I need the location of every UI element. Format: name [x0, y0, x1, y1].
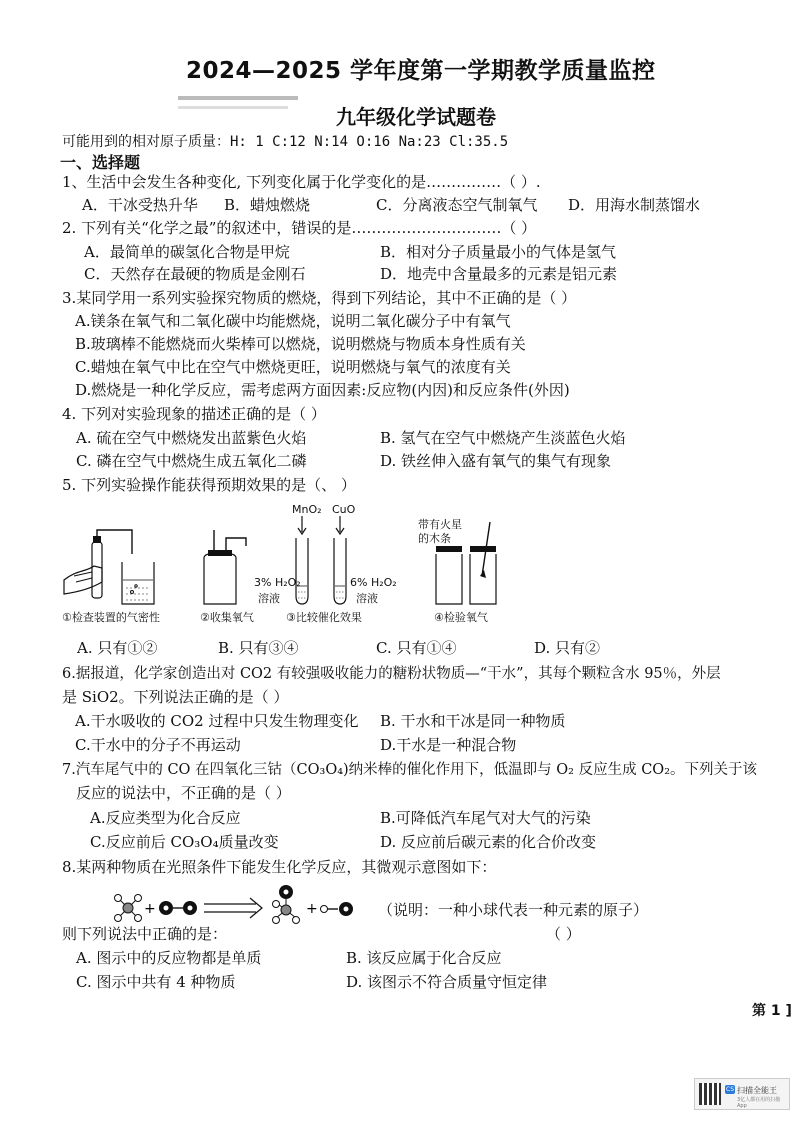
q6-stem-line2: 是 SiO2。下列说法正确的是（ ） [62, 688, 289, 706]
figure-1-caption: ①检查装置的气密性 [62, 611, 160, 624]
product-molecule-2 [321, 902, 354, 916]
reaction-arrow [204, 898, 262, 918]
q5-option-a: A. 只有①② [77, 639, 158, 657]
q7-option-b: B.可降低汽车尾气对大气的污染 [380, 809, 591, 827]
q6-option-c: C.干水中的分子不再运动 [75, 736, 241, 754]
atomic-masses: 可能用到的相对原子质量：H: 1 C:12 N:14 O:16 Na:23 Cl:35.5 [62, 134, 509, 150]
q1-stem: 1、生活中会发生各种变化, 下列变化属于化学变化的是……………（ ）. [62, 173, 541, 191]
q2-option-a: A．最简单的碳氢化合物是甲烷 [84, 243, 290, 261]
cuo-label: CuO [332, 503, 356, 516]
svg-text:+: + [306, 901, 318, 917]
q6-option-d: D.干水是一种混合物 [380, 736, 517, 754]
q5-option-b: B. 只有③④ [218, 639, 299, 657]
h2o2-3-percent-label: 3% H₂O₂ [254, 576, 301, 589]
q5-option-d: D. 只有② [534, 639, 601, 657]
q8-prompt: 则下列说法中正确的是： [62, 925, 228, 943]
q7-stem-line2: 反应的说法中，不正确的是（ ） [76, 784, 291, 802]
q7-stem-line1: 7.汽车尾气中的 CO 在四氧化三钴（CO₃O₄)纳米棒的催化作用下，低温即与 O₂ 反应生成 CO₂。下列关于该 [62, 762, 758, 778]
q4-option-d: D. 铁丝伸入盛有氧气的集气有现象 [380, 452, 612, 470]
q4-option-c: C. 磷在空气中燃烧生成五氧化二磷 [76, 452, 307, 470]
figure-catalyst-comparison [290, 516, 360, 608]
solution-label-2: 溶液 [356, 592, 378, 605]
q5-stem: 5. 下列实验操作能获得预期效果的是（、 ） [62, 476, 356, 494]
q8-option-b: B. 该反应属于化合反应 [346, 949, 502, 967]
q2-option-c: C．天然存在最硬的物质是金刚石 [84, 265, 306, 283]
exam-title: 2024—2025 学年度第一学期教学质量监控 [186, 58, 656, 84]
q4-stem: 4. 下列对实验现象的描述正确的是（ ） [62, 405, 326, 423]
splint-label-2: 的木条 [418, 532, 451, 545]
q2-stem: 2. 下列有关“化学之最”的叙述中，错误的是…………………………（ ） [62, 219, 537, 237]
scanner-logo-icon: CS [726, 1086, 734, 1093]
page-number: 第 1 ] [752, 1003, 792, 1019]
q3-option-a: A.镁条在氧气和二氧化碳中均能燃烧，说明二氧化碳分子中有氧气 [75, 312, 511, 330]
figure-4-caption: ④检验氧气 [434, 611, 488, 624]
scanner-title: 扫描全能王 [737, 1086, 777, 1095]
scanner-watermark [694, 1078, 790, 1110]
redaction-mark [178, 106, 288, 109]
q1-option-d: D．用海水制蒸馏水 [568, 196, 701, 214]
q8-diagram-note: （说明：一种小球代表一种元素的原子） [378, 901, 649, 919]
figure-3-caption: ③比较催化效果 [286, 611, 362, 624]
reactant-molecule-1 [115, 895, 142, 922]
q6-option-b: B. 干水和干冰是同一种物质 [380, 712, 566, 730]
q4-option-a: A. 硫在空气中燃烧发出蓝紫色火焰 [76, 429, 307, 447]
mno2-label: MnO₂ [292, 503, 322, 516]
q1-option-a: A．干冰受热升华 [82, 196, 198, 214]
q1-option-c: C．分离液态空气制氧气 [376, 196, 538, 214]
q3-option-d: D.燃烧是一种化学反应，需考虑两方面因素:反应物(内因)和反应条件(外因) [75, 381, 570, 399]
figure-collect-oxygen [196, 524, 256, 610]
q8-option-d: D. 该图示不符合质量守恒定律 [346, 973, 548, 991]
redaction-mark [178, 96, 298, 100]
solution-label: 溶液 [258, 592, 280, 605]
section-heading: 一、选择题 [60, 153, 141, 172]
product-molecule-1 [273, 885, 300, 924]
q8-option-a: A. 图示中的反应物都是单质 [76, 949, 262, 967]
q3-stem: 3.某同学用一系列实验探究物质的燃烧，得到下列结论，其中不正确的是（ ） [62, 289, 577, 307]
figure-test-oxygen [430, 520, 510, 610]
q2-option-d: D．地壳中含量最多的元素是铝元素 [380, 265, 618, 283]
q7-option-d: D. 反应前后碳元素的化合价改变 [380, 833, 597, 851]
q7-option-c: C.反应前后 CO₃O₄质量改变 [90, 833, 279, 851]
scanner-subtitle: 3亿人都在用的扫描App [737, 1097, 781, 1109]
exam-subtitle: 九年级化学试题卷 [336, 105, 496, 129]
q4-option-b: B. 氢气在空气中燃烧产生淡蓝色火焰 [380, 429, 626, 447]
q5-option-c: C. 只有①④ [376, 639, 457, 657]
svg-text:+: + [144, 901, 156, 917]
figure-2-caption: ②收集氧气 [200, 611, 254, 624]
q3-option-c: C.蜡烛在氧气中比在空气中燃烧更旺，说明燃烧与氧气的浓度有关 [75, 358, 511, 376]
h2o2-6-percent-label: 6% H₂O₂ [350, 576, 397, 589]
q1-option-b: B．蜡烛燃烧 [224, 196, 311, 214]
qr-code-icon [699, 1083, 721, 1105]
q8-option-c: C. 图示中共有 4 种物质 [76, 973, 236, 991]
q3-option-b: B.玻璃棒不能燃烧而火柴棒可以燃烧，说明燃烧与物质本身性质有关 [75, 335, 526, 353]
q6-stem-line1: 6.据报道，化学家创造出对 CO2 有较强吸收能力的糖粉状物质—“干水”，其每个颗粒含水 95％，外层 [62, 666, 721, 682]
q8-answer-paren: （ ） [546, 925, 581, 943]
figure-airtightness-check [62, 522, 182, 612]
q2-option-b: B．相对分子质量最小的气体是氢气 [380, 243, 617, 261]
q8-stem: 8.某两种物质在光照条件下能发生化学反应，其微观示意图如下： [62, 858, 497, 876]
q6-option-a: A.干水吸收的 CO2 过程中只发生物理变化 [75, 712, 359, 730]
q7-option-a: A.反应类型为化合反应 [90, 809, 241, 827]
splint-label-1: 带有火星 [418, 518, 462, 531]
reactant-molecule-2 [159, 901, 197, 915]
